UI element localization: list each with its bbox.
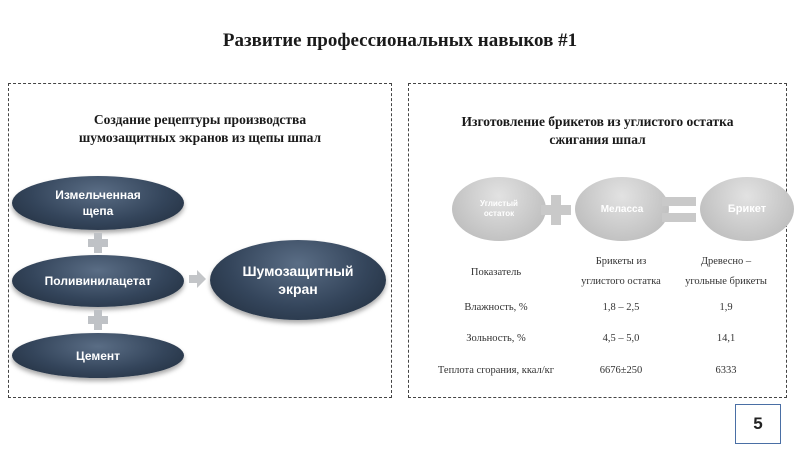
- page-number-badge: [735, 404, 781, 444]
- char-residue-line2: остаток: [483, 209, 515, 218]
- table-cell: Влажность, %: [464, 301, 528, 313]
- table-cell: Зольность, %: [466, 332, 526, 344]
- right-panel-title: [409, 113, 786, 149]
- ingredient-pva-label: Поливинилацетат: [44, 274, 152, 288]
- ingredient-pva: [12, 255, 184, 307]
- ingredient-chips: [12, 176, 184, 230]
- table-row: [426, 354, 776, 386]
- right-panel-title-line1: Изготовление брикетов из углистого остатка: [461, 114, 734, 129]
- table-cell: 14,1: [716, 332, 736, 344]
- table-row: [426, 292, 776, 322]
- plus-icon: [541, 195, 571, 225]
- table-cell: 4,5 – 5,0: [602, 332, 640, 344]
- result-noise-screen: [210, 240, 386, 320]
- header-col3-line2: угольные брикеты: [685, 276, 767, 287]
- table-cell: 1,9: [719, 301, 733, 313]
- circle-briquette: [700, 177, 794, 241]
- ingredient-cement-label: Цемент: [75, 348, 121, 363]
- briquette-label: Брикет: [727, 203, 767, 215]
- ingredient-chips-line1: Измельченная: [55, 188, 141, 202]
- table-cell: 6333: [715, 364, 737, 376]
- header-col3-line1: Древесно –: [700, 256, 752, 267]
- equals-icon: [662, 197, 696, 223]
- plus-icon: [88, 233, 108, 253]
- result-line2: экран: [278, 281, 318, 297]
- ingredient-chips-line2: щепа: [82, 204, 114, 218]
- slide-title: Развитие профессиональных навыков #1: [222, 30, 578, 51]
- molasses-label: Меласса: [600, 203, 644, 215]
- table-header-row: [426, 252, 776, 292]
- result-line1: Шумозащитный: [242, 263, 354, 279]
- circle-molasses: [575, 177, 669, 241]
- arrow-right-icon: [189, 270, 207, 288]
- table-row: [426, 322, 776, 354]
- comparison-table: [426, 252, 776, 386]
- left-panel-title-line1: Создание рецептуры производства: [93, 112, 307, 127]
- plus-icon: [88, 310, 108, 330]
- table-cell: 6676±250: [599, 364, 643, 376]
- table-header-cell: Показатель: [470, 266, 522, 278]
- table-cell: Теплота сгорания, ккал/кг: [437, 364, 555, 376]
- right-panel-title-line2: сжигания шпал: [549, 132, 646, 147]
- table-header-cell: [676, 252, 776, 292]
- table-header-cell: [566, 252, 676, 292]
- left-panel-title: [9, 111, 391, 147]
- page-number: 5: [753, 414, 763, 433]
- circle-char-residue: [452, 177, 546, 241]
- char-residue-line1: Углистый: [480, 199, 518, 208]
- table-cell: 1,8 – 2,5: [602, 301, 640, 313]
- left-panel-title-line2: шумозащитных экранов из щепы шпал: [78, 130, 322, 145]
- header-col2-line1: Брикеты из: [595, 256, 647, 267]
- header-col2-line2: углистого остатка: [581, 276, 661, 287]
- ingredient-cement: [12, 333, 184, 378]
